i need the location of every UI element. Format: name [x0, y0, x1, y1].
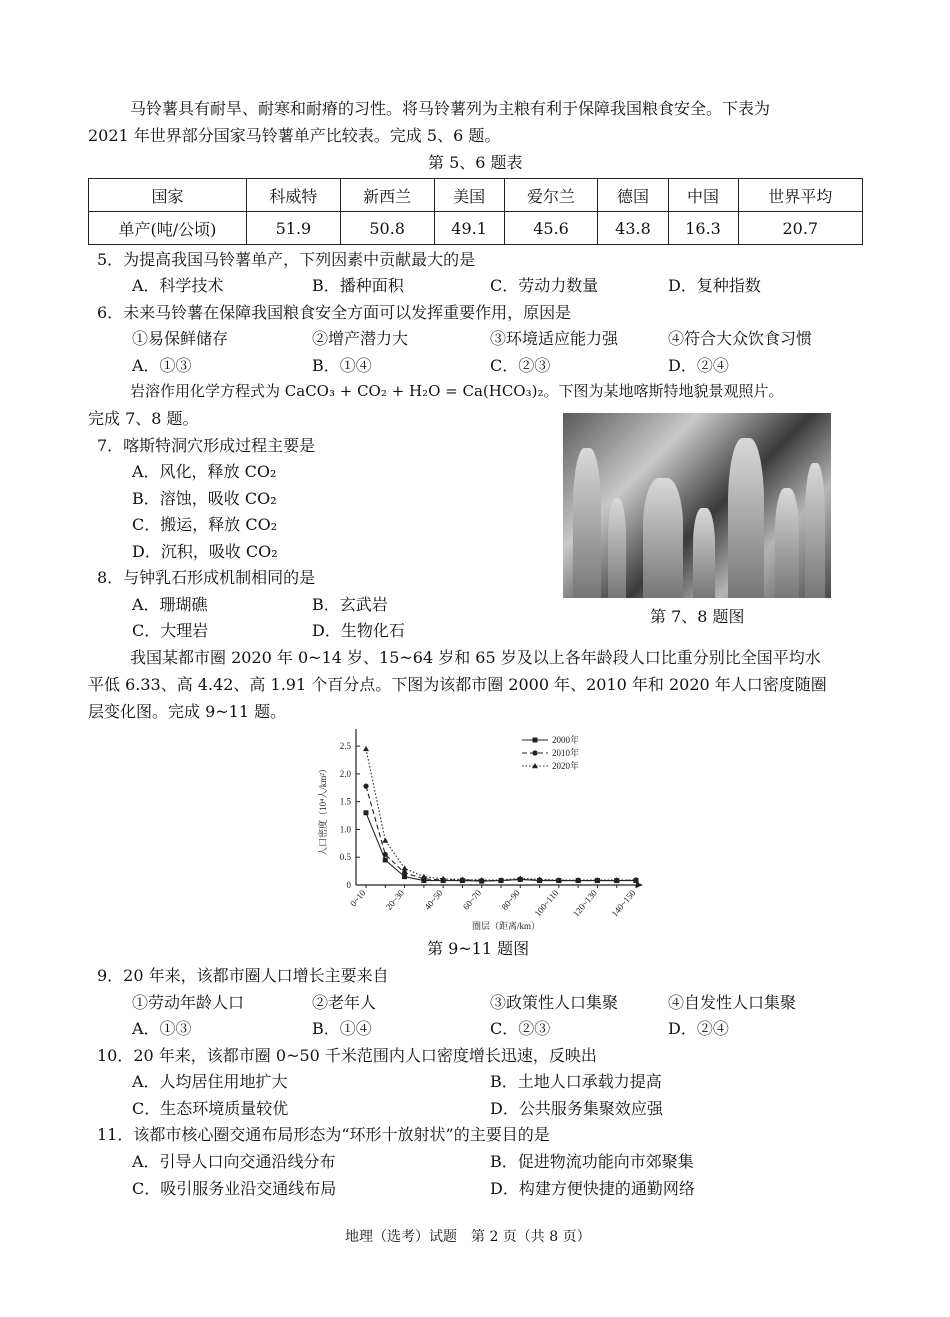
y-tick-label: 1.5 — [339, 796, 351, 807]
choice-item: ③环境适应能力强 — [490, 329, 619, 348]
legend-label: 2020年 — [552, 761, 580, 771]
data-point — [402, 870, 407, 875]
x-tick-label: 20~30 — [383, 887, 407, 912]
question-stem: 5．为提高我国马铃薯单产，下列因素中贡献最大的是 — [97, 250, 476, 269]
intro-line: 岩溶作用化学方程式为 CaCO₃ + CO₂ + H₂O = Ca(HCO₃)₂。下图为某地喀斯特地貌景观照片。 — [130, 382, 784, 400]
option: A．人均居住用地扩大 — [132, 1072, 288, 1091]
x-tick-label: 120~130 — [570, 887, 599, 919]
intro-line: 马铃薯具有耐旱、耐寒和耐瘠的习性。将马铃薯列为主粮有利于保障我国粮食安全。下表为 — [130, 99, 771, 118]
option: A．引导人口向交通沿线分布 — [132, 1152, 336, 1171]
option: A．风化，释放 CO₂ — [132, 462, 277, 481]
table-cell: 20.7 — [738, 212, 862, 245]
option: C．吸引服务业沿交通线布局 — [132, 1179, 337, 1198]
choice-item: ②老年人 — [312, 993, 377, 1012]
option: D．公共服务集聚效应强 — [490, 1099, 663, 1118]
table-cell: 中国 — [668, 179, 738, 212]
option: C．劳动力数量 — [490, 276, 599, 295]
intro-line: 平低 6.33、高 4.42、高 1.91 个百分点。下图为该都市圈 2000 年、2010 年和 2020 年人口密度随圈 — [88, 675, 827, 694]
table-cell: 45.6 — [504, 212, 598, 245]
population-density-chart — [300, 728, 650, 936]
table-cell: 科威特 — [247, 179, 341, 212]
series-line — [366, 749, 636, 880]
series-line — [366, 813, 636, 881]
legend-marker — [533, 738, 538, 743]
legend-label: 2000年 — [552, 735, 580, 745]
y-tick-label: 2.0 — [339, 768, 351, 779]
option: C．大理岩 — [132, 621, 209, 640]
choice-item: ④自发性人口集聚 — [668, 993, 797, 1012]
photo-caption: 第 7、8 题图 — [650, 607, 745, 626]
legend-marker — [532, 750, 537, 755]
option: B．土地人口承载力提高 — [490, 1072, 662, 1091]
choice-item: ④符合大众饮食习惯 — [668, 329, 813, 348]
option: A．①③ — [132, 356, 192, 375]
karst-photo — [563, 413, 831, 598]
intro-line: 完成 7、8 题。 — [88, 409, 199, 428]
option: B．①④ — [312, 1019, 372, 1038]
table-cell: 世界平均 — [738, 179, 862, 212]
table-cell: 16.3 — [668, 212, 738, 245]
option: D．沉积，吸收 CO₂ — [132, 542, 278, 561]
option: C．生态环境质量较优 — [132, 1099, 289, 1118]
table-cell: 单产(吨/公顷) — [89, 212, 247, 245]
data-point — [383, 852, 388, 857]
table-cell: 国家 — [89, 179, 247, 212]
table-cell: 德国 — [598, 179, 668, 212]
option: B．溶蚀，吸收 CO₂ — [132, 489, 277, 508]
option: D．构建方便快捷的通勤网络 — [490, 1179, 695, 1198]
x-tick-label: 80~90 — [499, 887, 522, 912]
data-point — [402, 865, 408, 870]
option: C．②③ — [490, 1019, 551, 1038]
table-caption: 第 5、6 题表 — [428, 153, 523, 172]
chart-caption: 第 9~11 题图 — [427, 939, 530, 958]
choice-item: ①易保鲜储存 — [132, 329, 229, 348]
choice-item: ①劳动年龄人口 — [132, 993, 245, 1012]
question-stem: 11．该都市核心圈交通布局形态为“环形十放射状”的主要目的是 — [97, 1125, 550, 1144]
x-tick-label: 60~70 — [460, 887, 484, 912]
question-stem: 8．与钟乳石形成机制相同的是 — [97, 568, 316, 587]
question-stem: 6．未来马铃薯在保障我国粮食安全方面可以发挥重要作用，原因是 — [97, 303, 572, 322]
intro-line: 层变化图。完成 9~11 题。 — [88, 702, 287, 721]
table-cell: 美国 — [434, 179, 504, 212]
table-cell: 50.8 — [340, 212, 434, 245]
x-tick-label: 100~110 — [532, 887, 561, 919]
data-point — [382, 838, 388, 843]
option: C．搬运，释放 CO₂ — [132, 515, 278, 534]
option: D．②④ — [668, 1019, 729, 1038]
table-header-row — [89, 179, 863, 212]
option: B．播种面积 — [312, 276, 404, 295]
y-tick-label: 2.5 — [339, 741, 351, 752]
x-axis-label: 圈层（距离/km） — [471, 921, 541, 931]
question-stem: 9．20 年来，该都市圈人口增长主要来自 — [97, 966, 389, 985]
choice-item: ②增产潜力大 — [312, 329, 409, 348]
choice-item: ③政策性人口集聚 — [490, 993, 619, 1012]
question-stem: 7．喀斯特洞穴形成过程主要是 — [97, 436, 316, 455]
y-tick-label: 0 — [346, 880, 351, 890]
y-axis-label: 人口密度（10⁴人/km²） — [318, 764, 328, 856]
data-point — [363, 746, 369, 751]
page-footer: 地理（选考）试题 第 2 页（共 8 页） — [345, 1229, 591, 1245]
table-cell: 新西兰 — [340, 179, 434, 212]
series-line — [366, 786, 636, 880]
table-cell: 49.1 — [434, 212, 504, 245]
option: A．科学技术 — [132, 276, 224, 295]
yield-table — [88, 178, 863, 245]
option: A．珊瑚礁 — [132, 595, 208, 614]
y-tick-label: 0.5 — [339, 852, 351, 863]
y-tick-label: 1.0 — [339, 824, 351, 835]
table-cell: 43.8 — [598, 212, 668, 245]
option: C．②③ — [490, 356, 551, 375]
option: B．促进物流功能向市郊聚集 — [490, 1152, 694, 1171]
option: B．玄武岩 — [312, 595, 388, 614]
table-row — [89, 212, 863, 245]
x-tick-label: 140~150 — [609, 887, 638, 919]
intro-line: 2021 年世界部分国家马铃薯单产比较表。完成 5、6 题。 — [88, 126, 501, 145]
table-cell: 爱尔兰 — [504, 179, 598, 212]
option: D．生物化石 — [312, 621, 405, 640]
data-point — [383, 858, 388, 863]
option: A．①③ — [132, 1019, 192, 1038]
intro-line: 我国某都市圈 2020 年 0~14 岁、15~64 岁和 65 岁及以上各年龄段人口比重分别比全国平均水 — [130, 648, 821, 667]
legend-label: 2010年 — [552, 748, 580, 758]
option: D．②④ — [668, 356, 729, 375]
data-point — [421, 874, 427, 879]
table-cell: 51.9 — [247, 212, 341, 245]
question-stem: 10．20 年来，该都市圈 0~50 千米范围内人口密度增长迅速，反映出 — [97, 1046, 597, 1065]
x-tick-label: 40~50 — [422, 887, 445, 912]
option: D．复种指数 — [668, 276, 761, 295]
data-point — [363, 784, 368, 789]
x-tick-label: 0~10 — [348, 887, 368, 909]
option: B．①④ — [312, 356, 372, 375]
data-point — [364, 810, 369, 815]
